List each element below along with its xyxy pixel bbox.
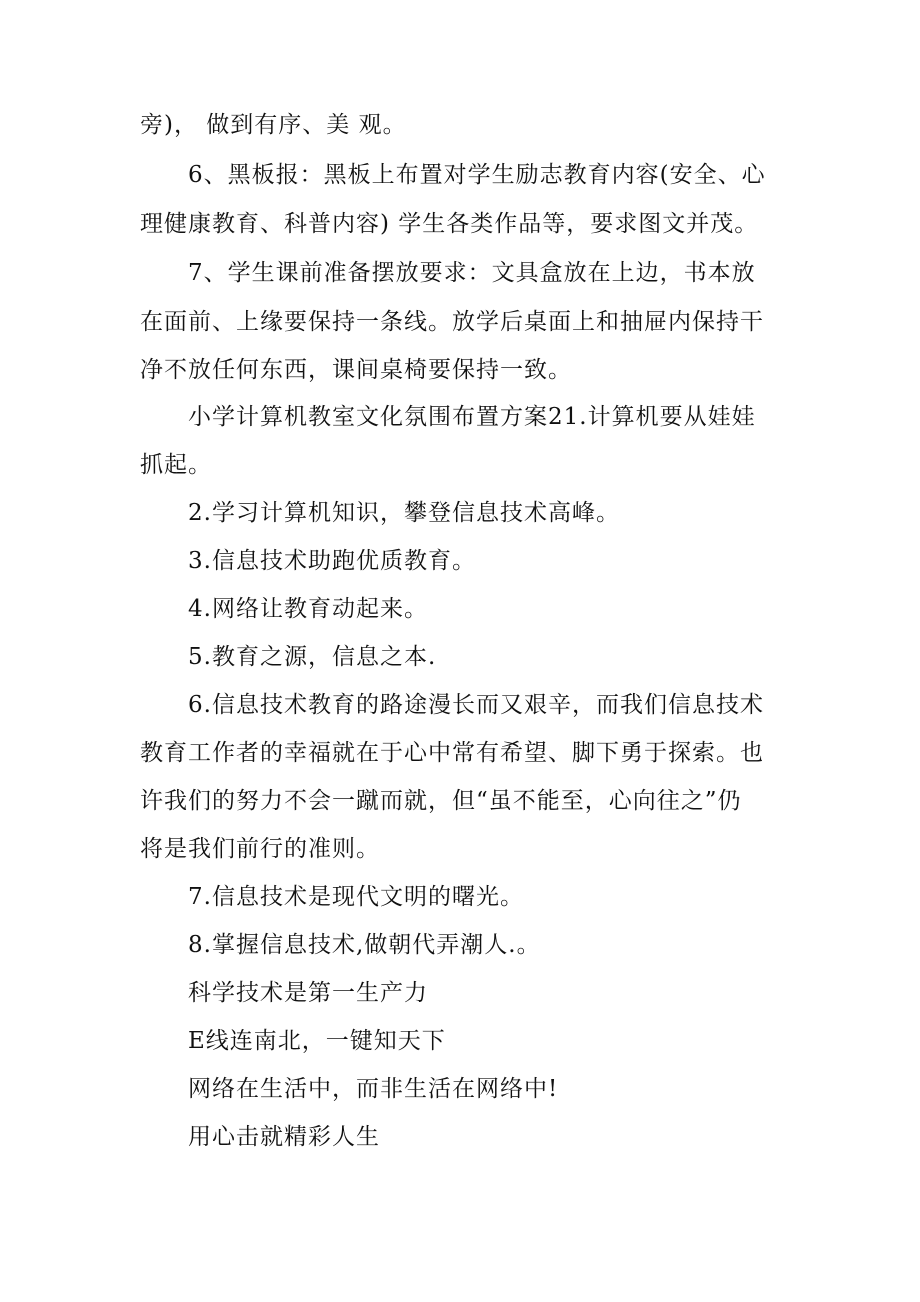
text-line: 旁)， 做到有序、美 观。	[140, 112, 407, 138]
text-line: 在面前、上缘要保持一条线。放学后桌面上和抽屉内保持干	[140, 309, 764, 335]
text-line: 用心击就精彩人生	[188, 1124, 380, 1150]
text-line: 6、黑板报：黑板上布置对学生励志教育内容(安全、心	[188, 162, 766, 188]
text-line: 2.学习计算机知识，攀登信息技术高峰。	[188, 500, 620, 526]
text-line: 4.网络让教育动起来。	[188, 596, 428, 622]
text-line: 抓起。	[140, 452, 212, 478]
text-line: E线连南北，一键知天下	[188, 1028, 446, 1054]
text-line: 理健康教育、科普内容) 学生各类作品等，要求图文并茂。	[140, 211, 759, 237]
text-line: 8.掌握信息技术,做朝代弄潮人.。	[188, 932, 541, 958]
text-line: 净不放任何东西，课间桌椅要保持一致。	[140, 357, 572, 383]
text-line: 7.信息技术是现代文明的曙光。	[188, 884, 524, 910]
text-line: 小学计算机教室文化氛围布置方案21.计算机要从娃娃	[188, 404, 756, 430]
text-line: 许我们的努力不会一蹴而就，但“虽不能至，心向往之”仍	[140, 788, 742, 814]
text-line: 3.信息技术助跑优质教育。	[188, 548, 476, 574]
text-line: 5.教育之源，信息之本.	[188, 644, 437, 670]
text-line: 科学技术是第一生产力	[188, 980, 428, 1006]
text-line: 网络在生活中，而非生活在网络中!	[188, 1076, 559, 1102]
text-line: 6.信息技术教育的路途漫长而又艰辛，而我们信息技术	[188, 692, 764, 718]
text-line: 教育工作者的幸福就在于心中常有希望、脚下勇于探索。也	[140, 740, 764, 766]
text-line: 7、学生课前准备摆放要求：文具盒放在上边，书本放	[188, 260, 756, 286]
text-line: 将是我们前行的准则。	[140, 836, 380, 862]
